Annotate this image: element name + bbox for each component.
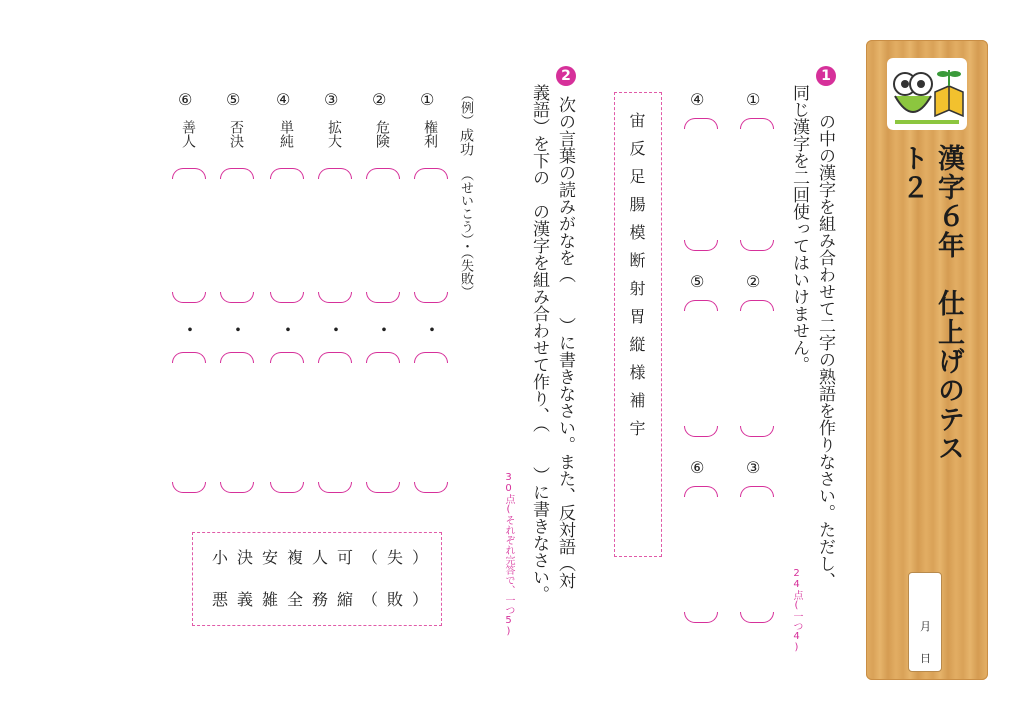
q1-answer-3-open[interactable] xyxy=(740,486,774,497)
q2-reading-6-close[interactable] xyxy=(172,292,206,303)
q2-reading-5-close[interactable] xyxy=(220,292,254,303)
q2-reading-3-open[interactable] xyxy=(318,168,352,179)
q2-antonym-1-open[interactable] xyxy=(414,352,448,363)
q2-word-3: 拡大 xyxy=(326,120,342,148)
q1-points: 24点(一つ4) xyxy=(791,568,802,653)
q2-antonym-5-close[interactable] xyxy=(220,482,254,493)
q2-label-2: ② xyxy=(372,90,387,109)
q2-dot-1: ・ xyxy=(422,318,442,342)
q2-antonym-4-open[interactable] xyxy=(270,352,304,363)
q2-dot-2: ・ xyxy=(374,318,394,342)
q2-word-2: 危険 xyxy=(374,120,390,148)
q2-reading-6-open[interactable] xyxy=(172,168,206,179)
q2-instruction-line1: 次の言葉の読みがなを（ ）に書きなさい。また、反対語（対 xyxy=(555,96,575,589)
q1-instruction-line1: の中の漢字を組み合わせて二字の熟語を作りなさい。ただし、 xyxy=(815,96,835,589)
q1-answer-2-open[interactable] xyxy=(740,300,774,311)
q2-number-badge: 2 xyxy=(556,66,576,86)
q1-answer-1-open[interactable] xyxy=(740,118,774,129)
day-label: 日 xyxy=(920,652,931,665)
q1-answer-6-open[interactable] xyxy=(684,486,718,497)
q2-antonym-2-open[interactable] xyxy=(366,352,400,363)
q2-antonym-2-close[interactable] xyxy=(366,482,400,493)
q2-reading-5-open[interactable] xyxy=(220,168,254,179)
q2-antonym-4-close[interactable] xyxy=(270,482,304,493)
q1-answer-5-open[interactable] xyxy=(684,300,718,311)
example-reading: （せいこう）・（失敗） xyxy=(458,168,473,298)
q1-kanji-box-text: 宙反足腸模断射胃縦様補宇 xyxy=(627,112,646,448)
q2-word-6: 善人 xyxy=(180,120,196,148)
q1-answer-5-close[interactable] xyxy=(684,426,718,437)
q2-label-4: ④ xyxy=(276,90,291,109)
q2-word-1: 権利 xyxy=(422,120,438,148)
q2-antonym-1-close[interactable] xyxy=(414,482,448,493)
q2-dot-6: ・ xyxy=(180,318,200,342)
q1-label-1: ① xyxy=(746,90,761,109)
q2-antonym-3-open[interactable] xyxy=(318,352,352,363)
q2-word-4: 単純 xyxy=(278,120,294,148)
q1-number-badge: 1 xyxy=(816,66,836,86)
q2-reading-1-close[interactable] xyxy=(414,292,448,303)
q1-answer-1-close[interactable] xyxy=(740,240,774,251)
q2-reading-4-close[interactable] xyxy=(270,292,304,303)
q2-word-5: 否決 xyxy=(228,120,244,148)
q2-kanji-box xyxy=(192,532,442,626)
q2-dot-3: ・ xyxy=(326,318,346,342)
q2-reading-2-close[interactable] xyxy=(366,292,400,303)
q1-label-3: ③ xyxy=(746,458,761,477)
q2-points: 30点(それぞれ完答で、一つ5) xyxy=(503,472,514,637)
q2-label-1: ① xyxy=(420,90,435,109)
q2-reading-2-open[interactable] xyxy=(366,168,400,179)
q1-label-2: ② xyxy=(746,272,761,291)
q2-antonym-3-close[interactable] xyxy=(318,482,352,493)
q1-label-4: ④ xyxy=(690,90,705,109)
q1-label-5: ⑤ xyxy=(690,272,705,291)
page-title: 漢字６年 仕上げのテスト２ xyxy=(897,144,964,463)
q2-dot-4: ・ xyxy=(278,318,298,342)
q2-label-5: ⑤ xyxy=(226,90,241,109)
owl-book-logo-icon xyxy=(887,58,967,130)
q2-instruction-line2: 義語）を下の の漢字を組み合わせて作り、（ ）に書きなさい。 xyxy=(529,84,549,603)
q2-reading-3-close[interactable] xyxy=(318,292,352,303)
q2-label-3: ③ xyxy=(324,90,339,109)
q2-kanji-box-line1: 小決安複人可（失） xyxy=(212,548,438,567)
q2-antonym-6-close[interactable] xyxy=(172,482,206,493)
q1-answer-6-close[interactable] xyxy=(684,612,718,623)
q2-reading-1-open[interactable] xyxy=(414,168,448,179)
q1-answer-4-close[interactable] xyxy=(684,240,718,251)
q1-answer-2-close[interactable] xyxy=(740,426,774,437)
q1-label-6: ⑥ xyxy=(690,458,705,477)
q2-reading-4-open[interactable] xyxy=(270,168,304,179)
q2-kanji-box-line2: 悪義雑全務縮（敗） xyxy=(212,590,438,609)
example-word: 成功 xyxy=(458,128,474,156)
example-label: （例） xyxy=(458,88,473,127)
q2-antonym-6-open[interactable] xyxy=(172,352,206,363)
q2-antonym-5-open[interactable] xyxy=(220,352,254,363)
q1-answer-4-open[interactable] xyxy=(684,118,718,129)
month-label: 月 xyxy=(920,620,931,633)
q2-label-6: ⑥ xyxy=(178,90,193,109)
q1-answer-3-close[interactable] xyxy=(740,612,774,623)
q1-instruction-line2: 同じ漢字を二回使ってはいけません。 xyxy=(789,84,809,373)
q2-dot-5: ・ xyxy=(228,318,248,342)
